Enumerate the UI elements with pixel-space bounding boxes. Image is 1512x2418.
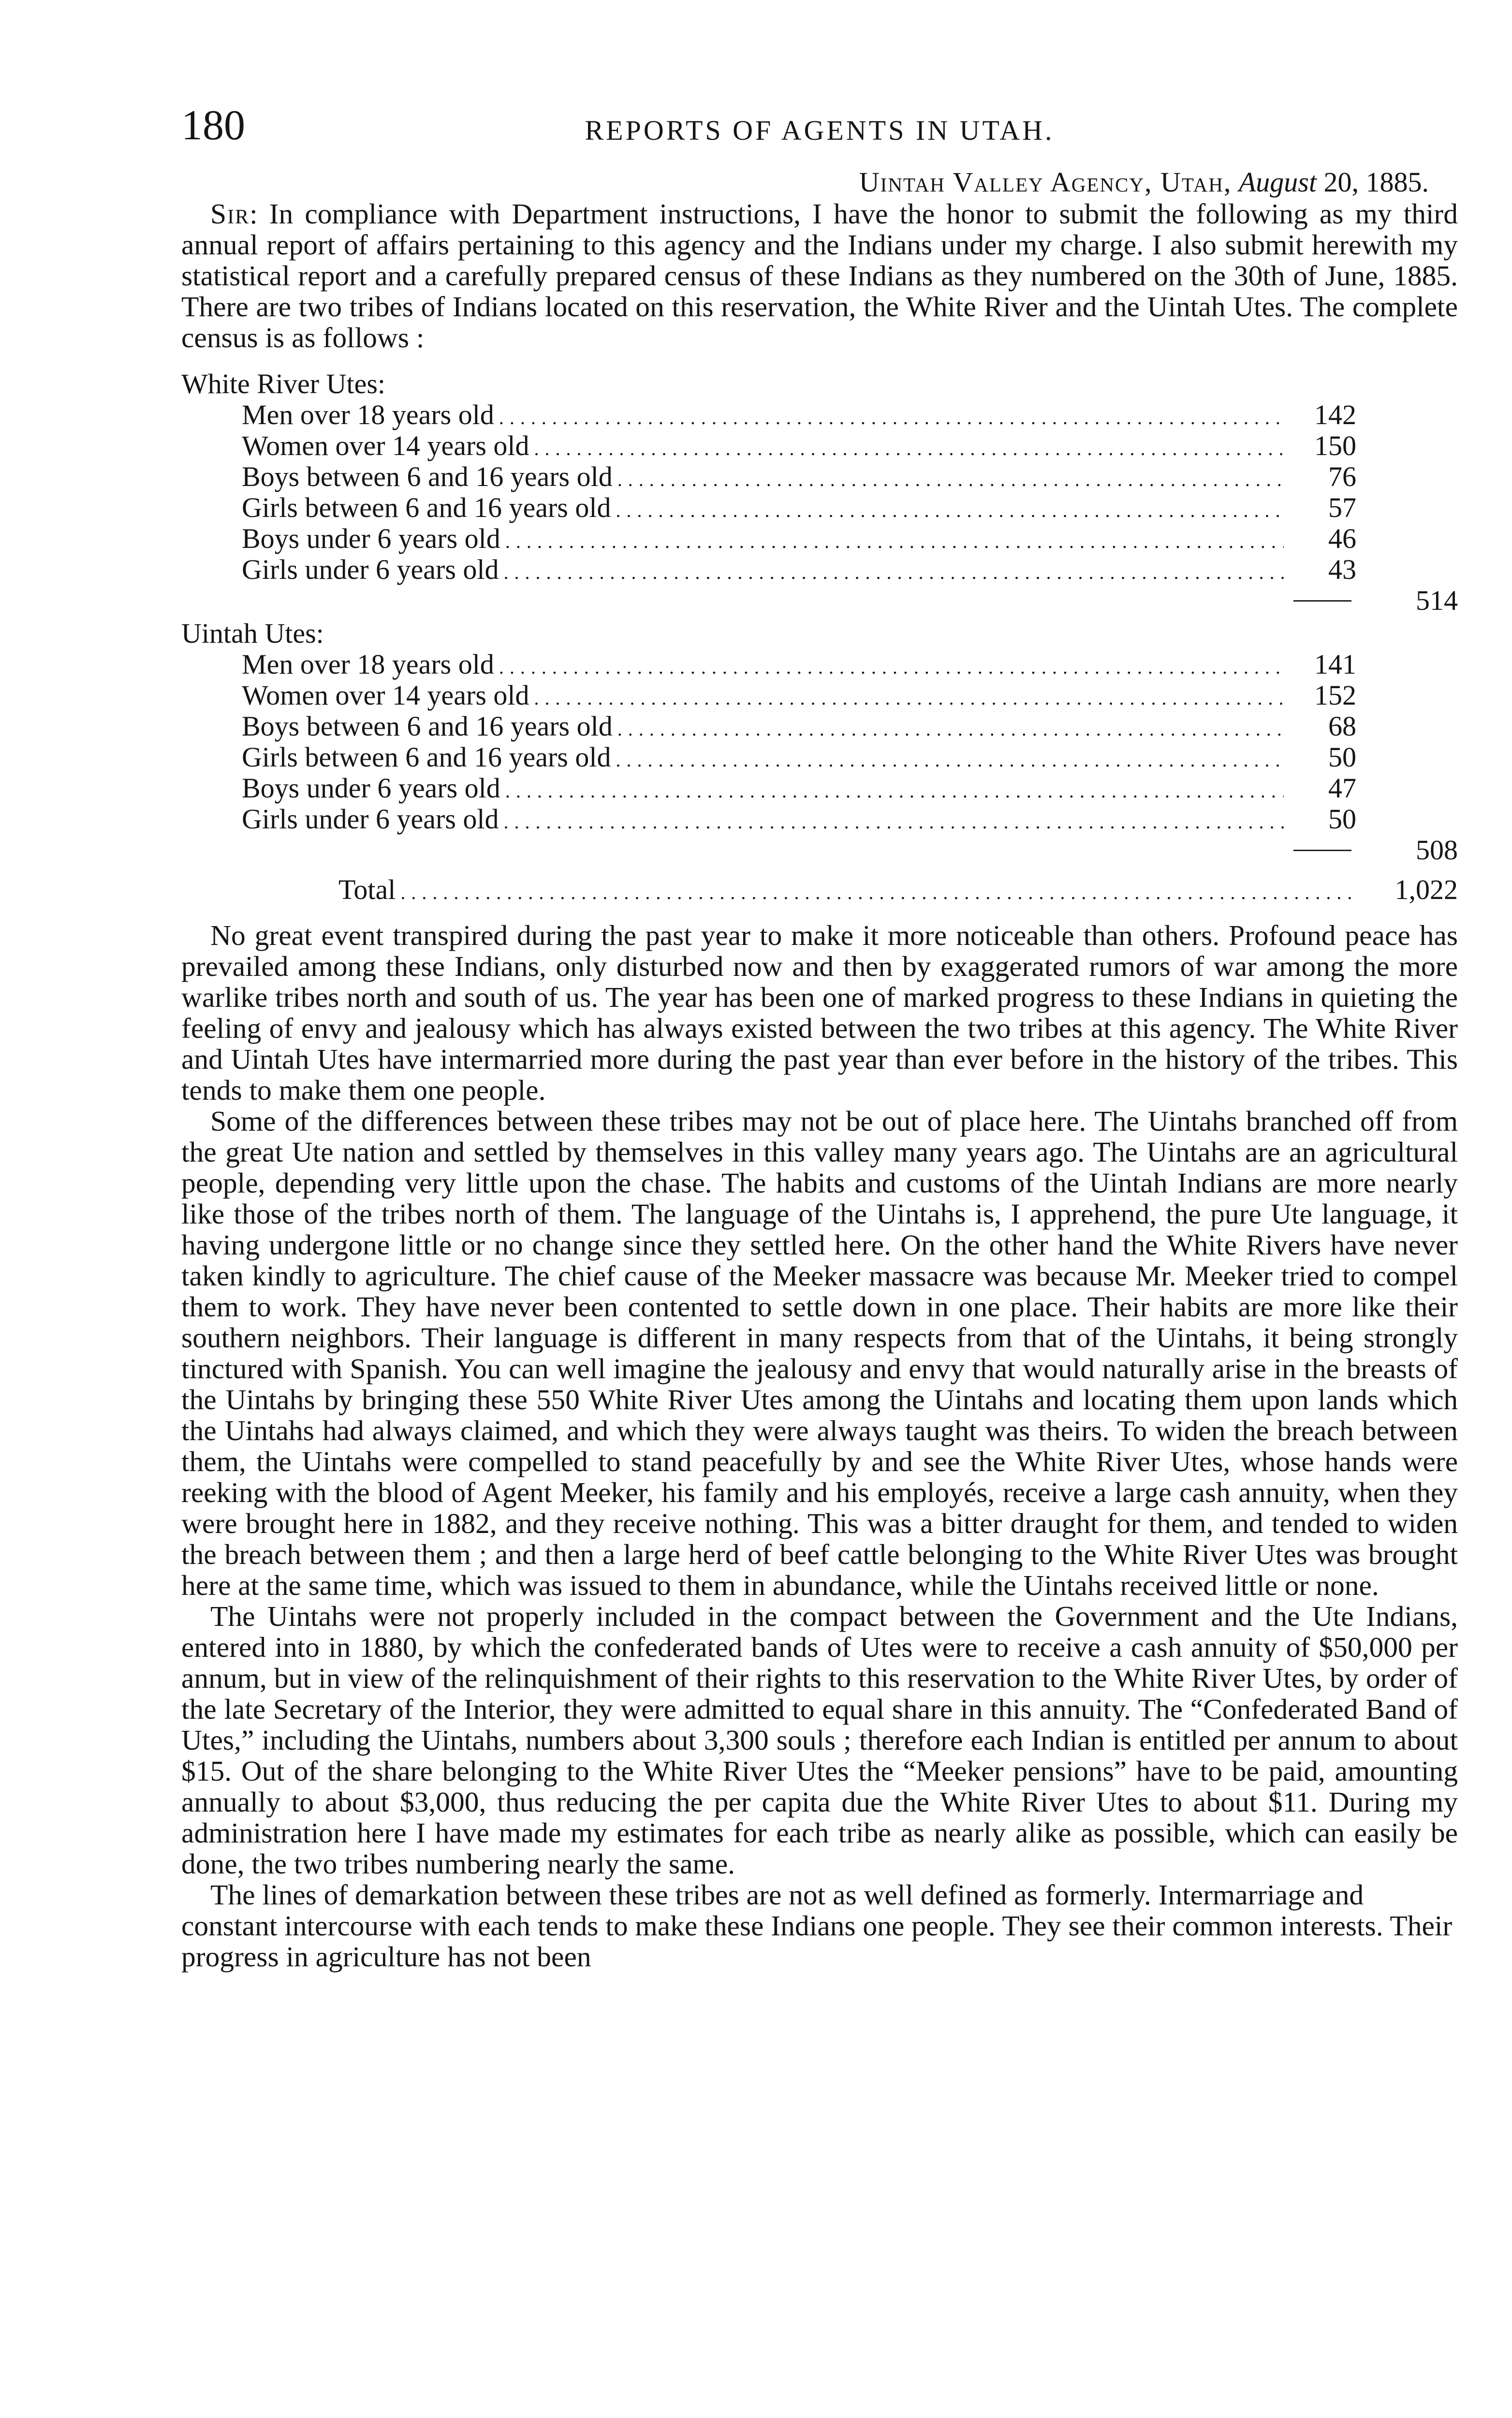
census-row-label: Men over 18 years old [242, 399, 494, 430]
census-row [181, 742, 1458, 773]
page-number: 180 [181, 102, 245, 149]
body-paragraph: The Uintahs were not properly included in the compact between the Government and the Ute Indians, entered into in 1880, by which the confederated bands of Utes were to receive a cash annuity of $50,000 per annum, but in view of the relinquishment of their rights to this reservation to the White River Utes, by order of the late Secretary of the Interior, they were admitted to equal share in this annuity. The “Confederated Band of Utes,” including the Uintahs, numbers about 3,300 souls ; therefore each Indian is entitled per annum to about $15. Out of the share belonging to the White River Utes the “Meeker pensions” have to be paid, amounting annually to about $3,000, thus reducing the per capita due the White River Utes to about $11. During my administration here I have made my estimates for each tribe as nearly alike as possible, which can easily be done, the two tribes numbering nearly the same. [181, 1600, 1458, 1880]
census-total-row [181, 874, 1458, 908]
leader-dots [617, 461, 1284, 495]
census-row-label: Girls under 6 years old [242, 803, 499, 835]
running-head: REPORTS OF AGENTS IN UTAH. [585, 115, 1055, 146]
census-group-white-river [181, 369, 1458, 616]
sum-rule [1293, 600, 1351, 602]
leader-dots [400, 874, 1356, 908]
census-row-label: Boys between 6 and 16 years old [242, 461, 613, 492]
census-row-value: 141 [1314, 649, 1356, 680]
total-value: 1,022 [1395, 874, 1458, 905]
census-row [181, 399, 1458, 430]
census-row-label: Women over 14 years old [242, 679, 529, 711]
census-row-value: 57 [1328, 492, 1356, 523]
census-row-value: 46 [1328, 523, 1356, 554]
leader-dots [505, 523, 1284, 557]
page-header [181, 102, 1458, 160]
subtotal-row [181, 585, 1458, 616]
body-paragraph: The lines of demarkation between these tribes are not as well defined as formerly. Intermarriage and constant intercourse with each tends to make these Indians one people. They see their common interests. Their progress in agriculture has not been [181, 1879, 1453, 1973]
census-row [181, 492, 1458, 523]
census-row-label: Women over 14 years old [242, 430, 529, 461]
census-row [181, 804, 1458, 835]
document-page [181, 102, 1458, 1972]
dateline-place: Uintah Valley Agency, Utah, [859, 166, 1232, 198]
leader-dots [499, 399, 1284, 433]
sum-rule [1293, 850, 1351, 851]
leader-dots [534, 680, 1284, 714]
census-group-label: Uintah Utes: [181, 618, 324, 649]
subtotal-value: 514 [1416, 585, 1458, 616]
census-row-value: 68 [1328, 710, 1356, 742]
census-row-value: 47 [1328, 772, 1356, 804]
census-row-value: 150 [1314, 430, 1356, 461]
census-row-label: Girls between 6 and 16 years old [242, 741, 611, 773]
subtotal-row [181, 835, 1458, 866]
census-row-value: 142 [1314, 399, 1356, 430]
census-row-value: 50 [1328, 803, 1356, 835]
census-row-value: 50 [1328, 741, 1356, 773]
leader-dots [505, 773, 1284, 807]
census-table [181, 369, 1458, 908]
census-row-value: 76 [1328, 461, 1356, 492]
census-group-label: White River Utes: [181, 368, 386, 399]
salutation: Sir [210, 198, 250, 230]
dateline-month: August [1238, 166, 1317, 198]
census-row-label: Girls between 6 and 16 years old [242, 492, 611, 523]
census-row [181, 430, 1458, 461]
dateline-date: 20, 1885. [1323, 166, 1429, 198]
census-row [181, 649, 1458, 680]
leader-dots [534, 430, 1284, 464]
body-paragraph: No great event transpired during the past year to make it more noticeable than others. Profound peace has prevailed among these Indians, only disturbed now and then by exaggerated rumors of war among the more warlike tribes north and south of us. The year has been one of marked progress to these Indians in quieting the feeling of envy and jealousy which has always existed between the two tribes at this agency. The White River and Uintah Utes have intermarried more during the past year than ever before in the history of the tribes. This tends to make them one people. [181, 919, 1458, 1106]
total-label: Total [338, 874, 396, 905]
census-row-label: Boys under 6 years old [242, 523, 500, 554]
body-paragraph: Some of the differences between these tribes may not be out of place here. The Uintahs branched off from the great Ute nation and settled by themselves in this valley many years ago. The Uintahs are an agricultural people, depending very little upon the chase. The habits and customs of the Uintah Indians are more nearly like those of the tribes north of them. The language of the Uintahs is, I apprehend, the pure Ute language, it having undergone little or no change since they settled here. On the other hand the White Rivers have never taken kindly to agriculture. The chief cause of the Meeker massacre was because Mr. Meeker tried to compel them to work. They have never been contented to settle down in one place. Their habits are more like their southern neighbors. Their language is different in many respects from that of the Uintahs, it being strongly tinctured with Spanish. You can well imagine the jealousy and envy that would naturally arise in the breasts of the Uintahs by bringing these 550 White River Utes among the Uintahs and locating them upon lands which the Uintahs had always claimed, and which they were always taught was theirs. To widen the breach between them, the Uintahs were compelled to stand peacefully by and see the White River Utes, whose hands were reeking with the blood of Agent Meeker, his family and his employés, receive a large cash annuity, when they were brought here in 1882, and they receive nothing. This was a bitter draught for them, and tended to widen the breach between them ; and then a large herd of beef cattle belonging to the White River Utes was brought here at the same time, which was issued to them in abundance, while the Uintahs received little or none. [181, 1105, 1458, 1601]
census-row [181, 523, 1458, 554]
census-row-label: Girls under 6 years old [242, 554, 499, 585]
census-row [181, 680, 1458, 711]
census-row [181, 711, 1458, 742]
census-row-label: Boys under 6 years old [242, 772, 500, 804]
census-row [181, 461, 1458, 492]
census-row-value: 152 [1314, 679, 1356, 711]
leader-dots [616, 742, 1284, 776]
leader-dots [499, 649, 1284, 683]
leader-dots [616, 492, 1284, 526]
census-row-value: 43 [1328, 554, 1356, 585]
report-body [181, 920, 1458, 1972]
intro-text: : In compliance with Department instructions, I have the honor to submit the following as my third annual report of affairs pertaining to this agency and the Indians under my charge. I also submit herewith my statistical report and a carefully prepared census of these Indians as they numbered on the 30th of June, 1885. There are two tribes of Indians located on this reservation, the White River and the Uintah Utes. The complete census is as follows : [181, 198, 1458, 354]
intro-paragraph [181, 198, 1458, 353]
census-row-label: Men over 18 years old [242, 649, 494, 680]
census-row-label: Boys between 6 and 16 years old [242, 710, 613, 742]
census-group-uintah [181, 618, 1458, 866]
census-row [181, 773, 1458, 804]
census-row [181, 554, 1458, 585]
leader-dots [504, 804, 1284, 838]
dateline [181, 166, 1458, 198]
subtotal-value: 508 [1416, 834, 1458, 866]
leader-dots [617, 711, 1284, 745]
leader-dots [504, 554, 1284, 588]
